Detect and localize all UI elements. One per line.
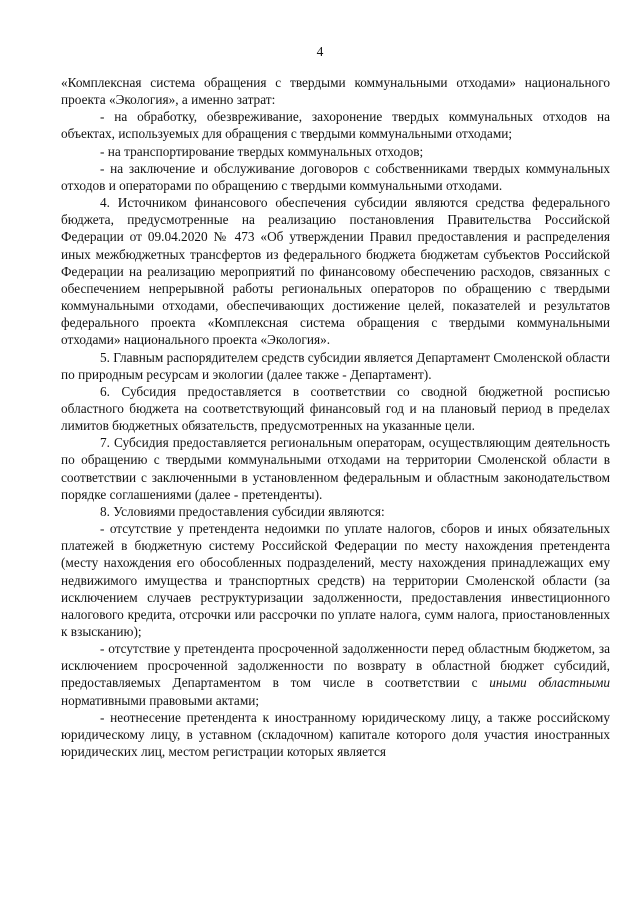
- page-number: 4: [316, 44, 324, 59]
- paragraph-clause-5: 5. Главным распорядителем средств субсидии является Департамент Смоленской области по природным ресурсам и экологии (далее также - Департамент).: [61, 349, 610, 382]
- overdue-text-before: - отсутствие у претендента просроченной задолженности перед областным бюджетом, за исключением просроченной задолженности по возврату в областной бюджет субсидий, предоставляемых Департаментом в том числе в соответствии с: [61, 641, 610, 691]
- paragraph-clause-6: 6. Субсидия предоставляется в соответствии со сводной бюджетной росписью областного бюджета на соответствующий финансовый год и на плановый период в пределах лимитов бюджетных обязательств, предусмотренных на указанные цели.: [61, 383, 610, 434]
- document-body: [61, 74, 610, 760]
- list-item-no-overdue-debt: [61, 640, 610, 709]
- list-item-contracts: - на заключение и обслуживание договоров с собственниками твердых коммунальных отходов и операторами по обращению с твердыми коммунальными отходами.: [61, 160, 610, 193]
- overdue-text-italic: иными областными: [489, 675, 611, 691]
- list-item-not-foreign: - неотнесение претендента к иностранному юридическому лицу, а также российскому юридическому лицу, в уставном (складочном) капитале которого доля участия иностранных юридических лиц, местом регистрации которых является: [61, 709, 610, 760]
- paragraph-clause-8: 8. Условиями предоставления субсидии являются:: [100, 503, 385, 519]
- list-item-no-tax-debt: - отсутствие у претендента недоимки по уплате налогов, сборов и иных обязательных платежей в бюджетную систему Российской Федерации по месту нахождения претендента (месту нахождения его обособленных подразделений, месту нахождения принадлежащих ему недвижимого имущества и транспортных средств) на территории Смоленской области (за исключением случаев реструктуризации задолженности, предоставления инвестиционного налогового кредита, отсрочки или рассрочки по уплате налога, сумм налога, приостановленных к взысканию);: [61, 521, 610, 639]
- list-item-transport: - на транспортирование твердых коммунальных отходов;: [100, 143, 424, 159]
- list-item-processing: - на обработку, обезвреживание, захоронение твердых коммунальных отходов на объектах, используемых для обращения с твердыми коммунальными отходами;: [61, 109, 610, 142]
- paragraph-intro-continuation: «Комплексная система обращения с твердыми коммунальными отходами» национального проекта «Экология», а именно затрат:: [61, 75, 610, 108]
- paragraph-clause-4: 4. Источником финансового обеспечения субсидии являются средства федерального бюджета, предусмотренные на реализацию постановления Правительства Российской Федерации от 09.04.2020 № 473 «Об утверждении Правил предоставления и распределения иных межбюджетных трансфертов из федерального бюджета бюджетам субъектов Российской Федерации на реализацию мероприятий по финансовому обеспечению расходов, связанных с обеспечением непрерывной работы региональных операторов по обращению с твердыми коммунальными отходами, обеспечивающих достижение целей, показателей и результатов федерального проекта «Комплексная система обращения с твердыми коммунальными отходами» национального проекта «Экология».: [61, 195, 610, 348]
- paragraph-clause-7: 7. Субсидия предоставляется региональным операторам, осуществляющим деятельность по обращению с твердыми коммунальными отходами на территории Смоленской области в соответствии с заключенными в установленном федеральным и областным законодательством порядке соглашениями (далее - претенденты).: [61, 435, 610, 502]
- overdue-text-after: нормативными правовыми актами;: [61, 692, 260, 708]
